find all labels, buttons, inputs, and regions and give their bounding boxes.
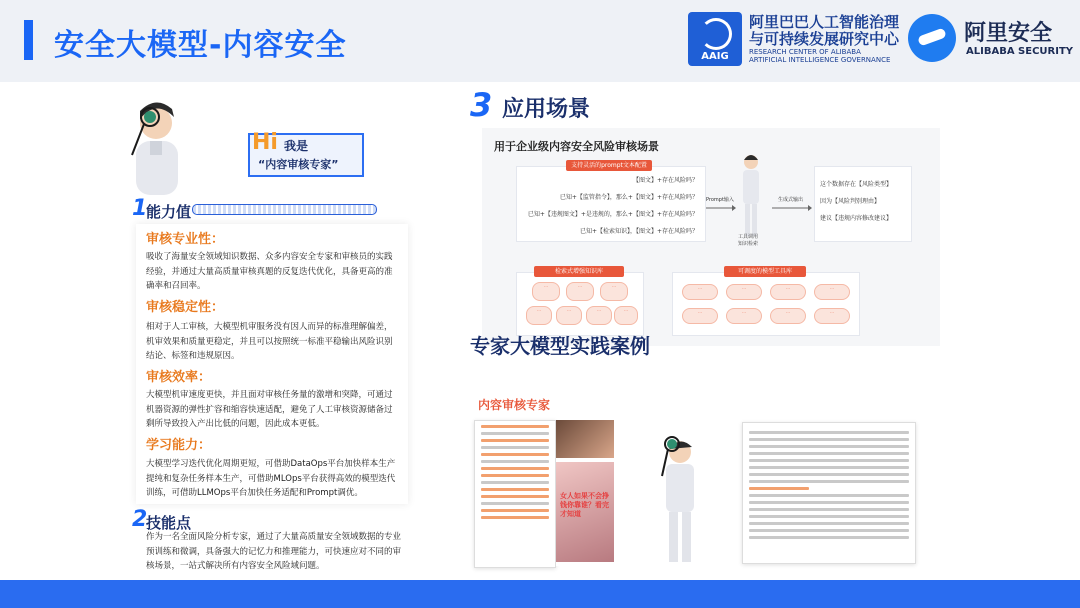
doc-line [749, 480, 909, 483]
doc-line [481, 453, 549, 456]
doc-line [749, 438, 909, 441]
aaig-sub-line2: ARTIFICIAL INTELLIGENCE GOVERNANCE [749, 56, 891, 64]
ability-text-1: 吸收了海量安全领域知识数据、众多内容安全专家和审核员的实践经验，并通过大量高质量审核真题的反复迭代优化，具备更高的准确率和召回率。 [146, 252, 393, 291]
ability-text-4: 大模型学习迭代优化周期更短，可借助DataOps平台加快样本生产提纯和复杂任务样本生产，可借助MLOps平台获得高效的模型迭代训练，可借助LLMOps平台加快任务适配和Prompt调优。 [146, 459, 396, 498]
intro-expert: “内容审核专家” [258, 158, 339, 171]
page-title: 安全大模型-内容安全 [54, 28, 347, 63]
retrieval-item: ... [556, 306, 582, 325]
prompt-input-label: Prompt输入 [706, 197, 734, 203]
hi-text: Hi [252, 130, 278, 155]
skill-text: 作为一名全面风险分析专家，通过了大量高质量安全领域数据的专业预训练和微调，具备强大的记忆力和推理能力，可快速应对不同的审核场景，一站式解决所有内容安全风险域问题。 [146, 532, 402, 571]
aaig-ring-icon [700, 18, 732, 50]
tool-item: ... [814, 308, 850, 324]
doc-line [749, 494, 909, 497]
skill-number: 2 [132, 507, 148, 532]
cases-title: 专家大模型实践案例 [470, 334, 650, 358]
case-expert-figure-icon [654, 432, 710, 564]
doc-line [481, 481, 549, 484]
doc-line [749, 501, 909, 504]
doc-line [749, 529, 909, 532]
scenario-number: 3 [470, 86, 493, 124]
aaig-badge-text: AAIG [701, 51, 729, 62]
arrow-icon [706, 205, 736, 211]
retrieval-item: ... [600, 282, 628, 301]
output-item: 因为【风险判别理由】 [820, 198, 881, 205]
doc-line [481, 425, 549, 428]
cases-subtitle: 内容审核专家 [478, 398, 551, 412]
aaig-logo [688, 12, 742, 66]
tool-item: ... [682, 284, 718, 300]
ability-progress-bar [192, 204, 377, 215]
intro-i-am: 我是 [284, 139, 309, 153]
doc-line [749, 473, 909, 476]
doc-line [481, 516, 549, 519]
prompt-item: 已知+【检索知识】，【图文】+存在风险吗？ [579, 228, 698, 235]
ability-text-2: 相对于人工审核，大模型机审服务没有因人而异的标准理解偏差，机审效果和质量更稳定，并且可以按照统一标准平稳输出风险识别结论、标签和违规原因。 [146, 322, 393, 361]
retrieval-item: ... [586, 306, 612, 325]
doc-line [481, 446, 549, 449]
skill-title: 技能点 [146, 514, 192, 532]
gen-output-label: 生成式输出 [778, 197, 804, 203]
scenario-title: 应用场景 [502, 97, 591, 122]
doc-line [481, 502, 549, 505]
doc-line [481, 474, 549, 477]
case-doc-left [474, 420, 556, 568]
doc-line [481, 467, 549, 470]
tool-item: ... [770, 308, 806, 324]
tool-item: ... [682, 308, 718, 324]
case-image-column [556, 420, 614, 566]
doc-line [481, 509, 549, 512]
ability-heading-2: 审核稳定性： [146, 300, 225, 315]
output-item: 这个数据存在【风险类型】 [820, 181, 893, 188]
doc-line [481, 432, 549, 435]
expert-figure-icon [736, 150, 766, 240]
aaig-sub-line1: RESEARCH CENTER OF ALIBABA [749, 48, 861, 56]
doc-line [749, 508, 909, 511]
doc-line [749, 515, 909, 518]
doc-line [749, 466, 909, 469]
expert-avatar-icon [118, 95, 198, 195]
aaig-name-line1: 阿里巴巴人工智能治理 [749, 13, 900, 31]
output-list [820, 176, 908, 227]
retrieval-item: ... [566, 282, 594, 301]
tool-call-label: 工具调用 知识检索 [738, 234, 759, 247]
doc-line [481, 460, 549, 463]
case-doc-right [742, 422, 916, 564]
doc-line [749, 522, 909, 525]
alibaba-security-sub: ALIBABA SECURITY [966, 46, 1074, 57]
alibaba-security-name: 阿里安全 [964, 21, 1053, 46]
ability-text-3: 大模型机审速度更快，并且面对审核任务量的激增和突降，可通过机器资源的弹性扩容和缩容快速适配，避免了人工审核资源储备过剩所导致投入产出比低的问题，因此成本更低。 [146, 390, 393, 429]
retrieval-item: ... [532, 282, 560, 301]
prompt-label: 支持灵活的prompt文本配置 [566, 160, 652, 171]
aaig-name-line2: 与可持续发展研究中心 [749, 30, 900, 48]
output-item: 建议【违规内容修改建议】 [820, 215, 893, 222]
case-photo-1 [556, 420, 614, 458]
doc-line [749, 431, 909, 434]
title-accent-bar [24, 20, 33, 60]
footer-band [0, 580, 1080, 608]
ability-heading-4: 学习能力： [146, 438, 212, 453]
tool-item: ... [726, 308, 762, 324]
tools-label: 可调度的模型工具库 [724, 266, 806, 277]
retrieval-label: 检索式增强知识库 [534, 266, 624, 277]
doc-line [481, 439, 549, 442]
prompt-item: 【图文】+存在风险吗？ [632, 177, 698, 184]
doc-line [749, 536, 909, 539]
prompt-item: 已知+【监管指令】，那么+【图文】+存在风险吗？ [559, 194, 698, 201]
tool-item: ... [814, 284, 850, 300]
ability-heading-3: 审核效率： [146, 370, 212, 385]
doc-line [749, 445, 909, 448]
alibaba-security-logo-icon [908, 14, 956, 62]
diagram-title: 用于企业级内容安全风险审核场景 [494, 140, 659, 153]
tool-item: ... [770, 284, 806, 300]
prompt-item: 已知+【违规图文】+是违规的，那么+【图文】+存在风险吗？ [527, 211, 698, 218]
retrieval-item: ... [526, 306, 552, 325]
doc-line [749, 459, 909, 462]
doc-line [749, 487, 809, 490]
ability-heading-1: 审核专业性： [146, 232, 225, 247]
doc-line [481, 495, 549, 498]
case-image-caption: 女人如果不会挣钱你靠谁？看完才知道 [560, 492, 609, 518]
ability-number: 1 [132, 196, 148, 221]
retrieval-item: ... [614, 306, 638, 325]
doc-line [481, 488, 549, 491]
ability-title: 能力值 [146, 203, 192, 221]
tool-item: ... [726, 284, 762, 300]
arrow-icon [772, 205, 812, 211]
aaig-name [749, 14, 899, 48]
doc-line [749, 452, 909, 455]
prompt-list [522, 172, 698, 240]
tools-box [672, 272, 860, 336]
aaig-subtitle [749, 48, 899, 64]
case-photo-2 [556, 462, 614, 562]
